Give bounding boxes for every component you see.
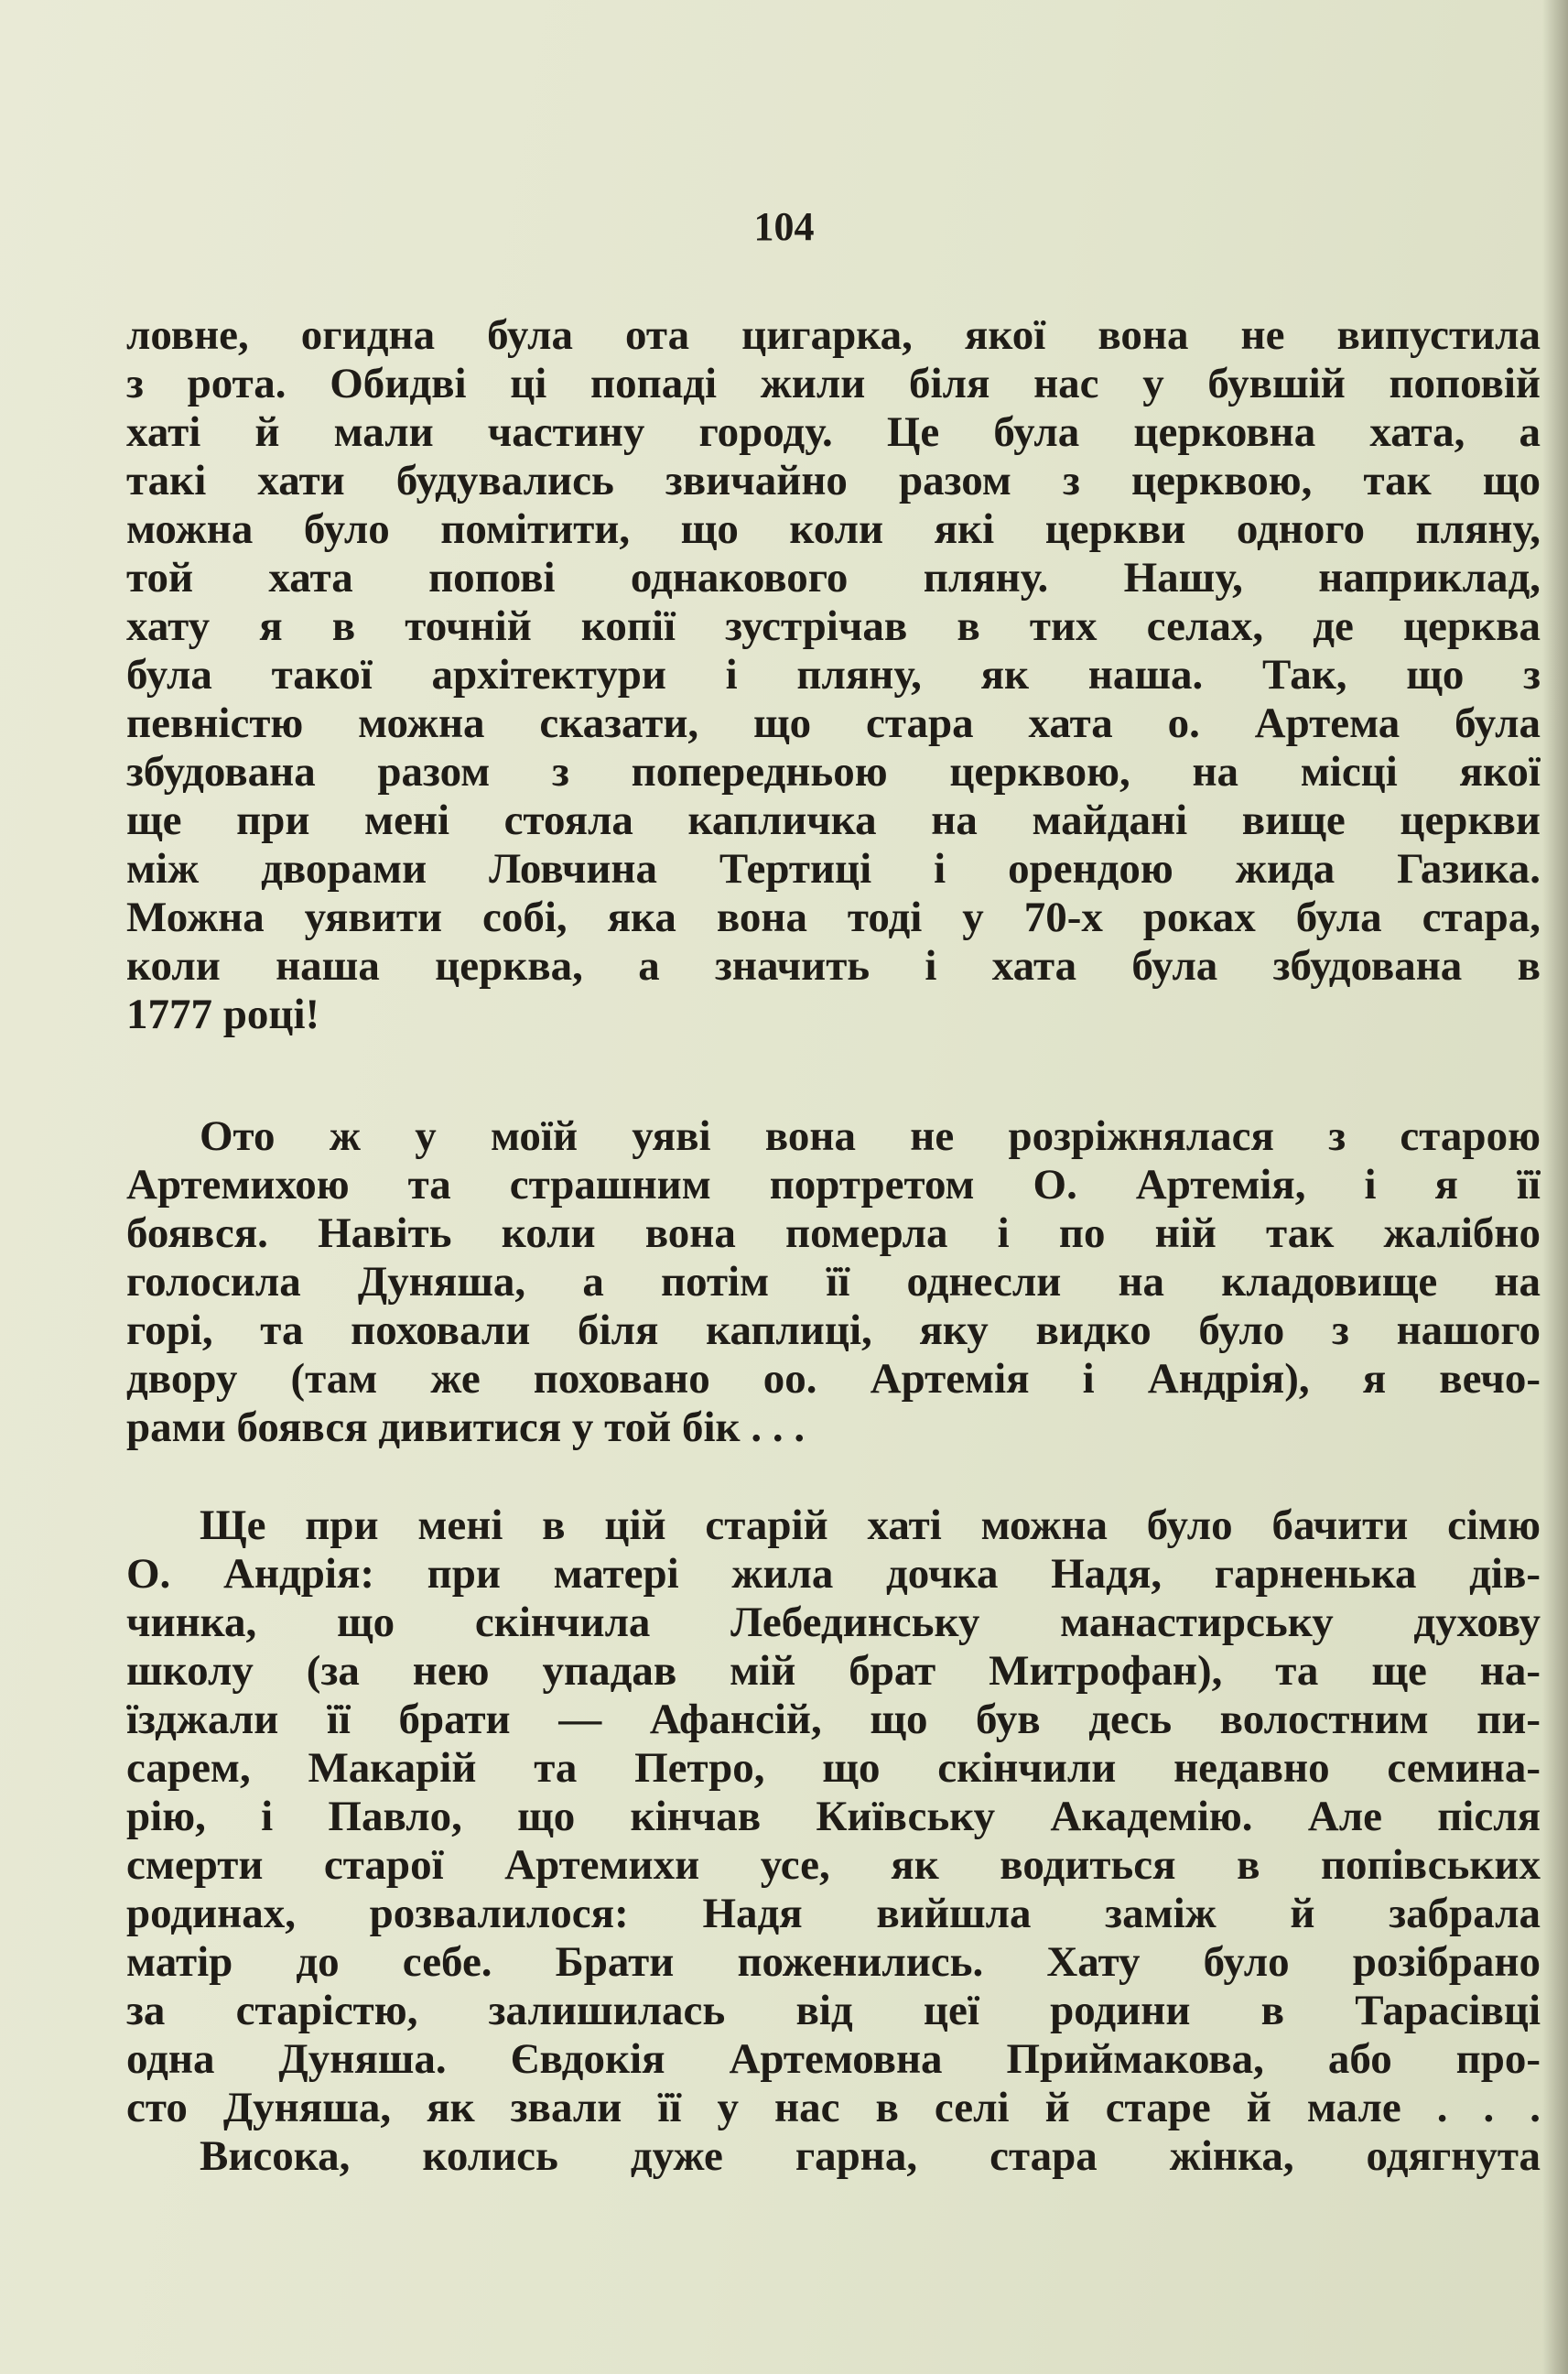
- text-line: Ото ж у моїй уяві вона не розріжнялася з старою: [200, 1112, 1541, 1160]
- text-line: той хата попові однакового пляну. Нашу, наприклад,: [126, 554, 1541, 602]
- paragraph-3: [126, 1501, 1541, 2181]
- paragraph-2: [126, 1112, 1541, 1452]
- text-line: О. Андрія: при матері жила дочка Надя, гарненька дів-: [126, 1550, 1541, 1598]
- text-line: Артемихою та страшним портретом О. Артемія, і я її: [126, 1161, 1541, 1209]
- text-line: рію, і Павло, що кінчав Київську Академію. Але після: [126, 1793, 1541, 1840]
- text-line: коли наша церква, а значить і хата була збудована в: [126, 942, 1541, 990]
- text-line: ще при мені стояла капличка на майдані вище церкви: [126, 797, 1541, 844]
- text-line: голосила Дуняша, а потім її однесли на кладовище на: [126, 1258, 1541, 1306]
- text-line: чинка, що скінчила Лебединську манастирську духову: [126, 1599, 1541, 1646]
- paragraph-1: [126, 311, 1541, 1039]
- text-line: одна Дуняша. Євдокія Артемовна Приймакова, або про-: [126, 2035, 1541, 2083]
- text-line: такі хати будувались звичайно разом з церквою, так що: [126, 457, 1541, 504]
- text-line: боявся. Навіть коли вона померла і по ній так жалібно: [126, 1209, 1541, 1257]
- text-line: школу (за нею упадав мій брат Митрофан), та ще на-: [126, 1647, 1541, 1695]
- text-line: хаті й мали частину городу. Це була церковна хата, а: [126, 408, 1541, 456]
- text-line: була такої архітектури і пляну, як наша. Так, що з: [126, 651, 1541, 699]
- text-line: матір до себе. Брати поженились. Хату було розібрано: [126, 1938, 1541, 1986]
- page-number: 104: [753, 204, 815, 249]
- text-line: смерти старої Артемихи усе, як водиться в попівських: [126, 1841, 1541, 1889]
- text-line: родинах, розвалилося: Надя вийшла заміж й забрала: [126, 1890, 1541, 1937]
- text-line: можна було помітити, що коли які церкви одного пляну,: [126, 505, 1541, 553]
- text-line: збудована разом з попередньою церквою, на місці якої: [126, 748, 1541, 796]
- page-edge-shadow: [1542, 0, 1568, 2374]
- text-line: горі, та поховали біля каплиці, яку видко було з нашого: [126, 1306, 1541, 1354]
- text-line: сто Дуняша, як звали її у нас в селі й старе й мале . . .: [126, 2084, 1541, 2131]
- text-line: за старістю, залишилась від цеї родини в Тарасівці: [126, 1987, 1541, 2034]
- text-line: Ще при мені в цій старій хаті можна було бачити сімю: [200, 1501, 1541, 1549]
- text-line: рами боявся дивитися у той бік . . .: [126, 1404, 806, 1451]
- text-line: ловне, огидна була ота цигарка, якої вона не випустила: [126, 311, 1541, 359]
- text-line: двору (там же поховано оо. Артемія і Андрія), я вечо-: [126, 1355, 1541, 1403]
- text-line: Висока, колись дуже гарна, стара жінка, одягнута: [200, 2132, 1541, 2180]
- text-line: 1777 році!: [126, 991, 320, 1038]
- text-line: Можна уявити собі, яка вона тоді у 70-х роках була стара,: [126, 894, 1541, 941]
- text-line: хату я в точній копії зустрічав в тих селах, де церква: [126, 602, 1541, 650]
- text-line: між дворами Ловчина Тертиці і орендою жида Газика.: [126, 845, 1541, 893]
- text-line: їзджали її брати — Афансій, що був десь волостним пи-: [126, 1696, 1541, 1743]
- text-line: з рота. Обидві ці попаді жили біля нас у бувшій поповій: [126, 360, 1541, 407]
- text-line: сарем, Макарій та Петро, що скінчили недавно семина-: [126, 1744, 1541, 1792]
- text-line: певністю можна сказати, що стара хата о. Артема була: [126, 699, 1541, 747]
